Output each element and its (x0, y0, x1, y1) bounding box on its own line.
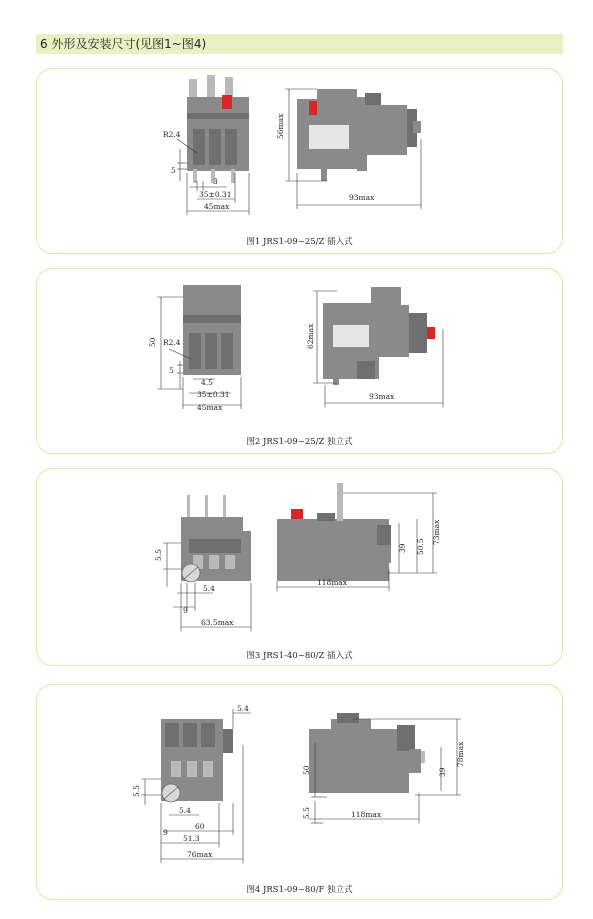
fig2-label-62: 62max (306, 323, 315, 349)
fig4-label-118: 118max (351, 810, 382, 819)
fig3-label-118: 118max (317, 578, 348, 587)
figure-1-panel (36, 68, 563, 254)
fig1-label-93: 93max (349, 193, 375, 202)
fig1-label-3: 3 (213, 177, 218, 186)
fig4-label-54top: 5.4 (237, 704, 249, 713)
fig3-label-63: 63.5max (201, 618, 234, 627)
fig2-label-5: 5 (169, 366, 174, 375)
fig1-label-45: 45max (204, 202, 230, 211)
fig2-side-view (323, 287, 435, 385)
figure-4-caption: 图4 JRS1-09~80/F 独立式 (246, 885, 353, 895)
fig1-label-5: 5 (171, 166, 176, 175)
fig3-label-55: 5.5 (154, 549, 163, 561)
fig3-label-39: 39 (398, 543, 407, 553)
figure-3-drawing (37, 469, 564, 667)
figure-2-caption: 图2 JRS1-09~25/Z 独立式 (246, 437, 353, 447)
fig4-front-view (161, 719, 233, 802)
fig2-label-35: 35±0.31 (197, 390, 230, 399)
section-header: 6 外形及安装尺寸(见图1~图4) (36, 34, 563, 54)
fig4-label-39: 39 (438, 767, 447, 777)
fig4-label-55: 5.5 (132, 785, 141, 797)
fig1-label-56: 56max (276, 113, 285, 139)
fig1-front-view (187, 75, 249, 183)
fig4-label-9: 9 (163, 828, 168, 837)
figure-2-panel (36, 268, 563, 454)
fig3-label-505: 50.5 (416, 538, 425, 555)
fig1-label-35: 35±0.31 (199, 190, 232, 199)
fig1-side-view (297, 89, 421, 181)
figure-3-caption: 图3 JRS1-40~80/Z 插入式 (246, 651, 353, 661)
fig4-label-55b: 5.5 (302, 807, 311, 819)
fig4-label-513: 51.3 (183, 834, 200, 843)
figure-1-drawing (37, 69, 564, 255)
fig3-label-54: 5.4 (203, 584, 215, 593)
fig3-side-view (277, 483, 391, 581)
fig2-label-45: 45max (197, 403, 223, 412)
fig2-label-93: 93max (369, 392, 395, 401)
fig2-label-r: R2.4 (163, 338, 181, 347)
fig4-label-50: 50 (302, 765, 311, 775)
fig2-label-50: 50 (148, 337, 157, 347)
fig1-label-r: R2.4 (163, 130, 181, 139)
figure-4-panel (36, 684, 563, 900)
fig4-label-54: 5.4 (179, 806, 191, 815)
fig2-front-view (183, 285, 241, 375)
fig4-label-60: 60 (195, 822, 205, 831)
fig4-label-78: 78max (456, 741, 465, 767)
fig3-label-9: 9 (183, 606, 188, 615)
fig3-front-view (181, 495, 251, 582)
fig4-side-view (309, 713, 425, 793)
figure-4-drawing (37, 685, 564, 901)
fig3-label-73: 73max (432, 519, 441, 545)
figure-3-panel (36, 468, 563, 666)
figure-2-drawing (37, 269, 564, 455)
figure-1-caption: 图1 JRS1-09~25/Z 插入式 (246, 237, 353, 247)
fig4-label-76: 76max (187, 850, 213, 859)
fig2-label-45a: 4.5 (201, 378, 213, 387)
